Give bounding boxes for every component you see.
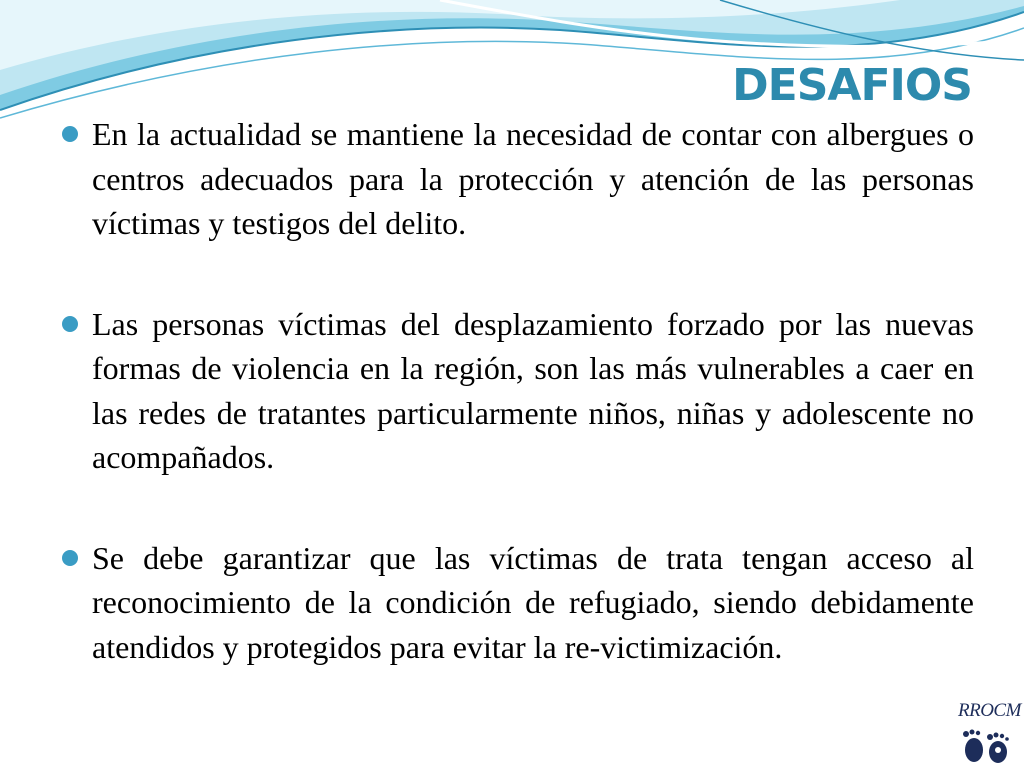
bullet-text: Las personas víctimas del desplazamiento forzado por las nuevas formas de violencia en la región, son las más vulnerables a caer en las redes de tratantes particularmente niños, niñas y adolescente no acompañados. — [92, 305, 974, 475]
bullet-item — [62, 112, 974, 246]
bullet-dot-icon — [62, 316, 78, 332]
bullet-dot-icon — [62, 550, 78, 566]
logo-text: RROCM — [958, 700, 1021, 721]
bullet-item — [62, 536, 974, 670]
bullet-text: Se debe garantizar que las víctimas de trata tengan acceso al reconocimiento de la condición de refugiado, siendo debidamente atendidos y protegidos para evitar la re-victimización. — [92, 539, 974, 665]
footprints-icon — [960, 726, 1016, 764]
bullet-item — [62, 302, 974, 480]
rrocm-logo — [950, 696, 1024, 768]
slide-title: DESAFIOS — [732, 60, 972, 111]
bullet-dot-icon — [62, 126, 78, 142]
bullet-list — [62, 112, 974, 725]
bullet-text: En la actualidad se mantiene la necesidad de contar con albergues o centros adecuados para la protección y atención de las personas víctimas y testigos del delito. — [92, 116, 974, 241]
